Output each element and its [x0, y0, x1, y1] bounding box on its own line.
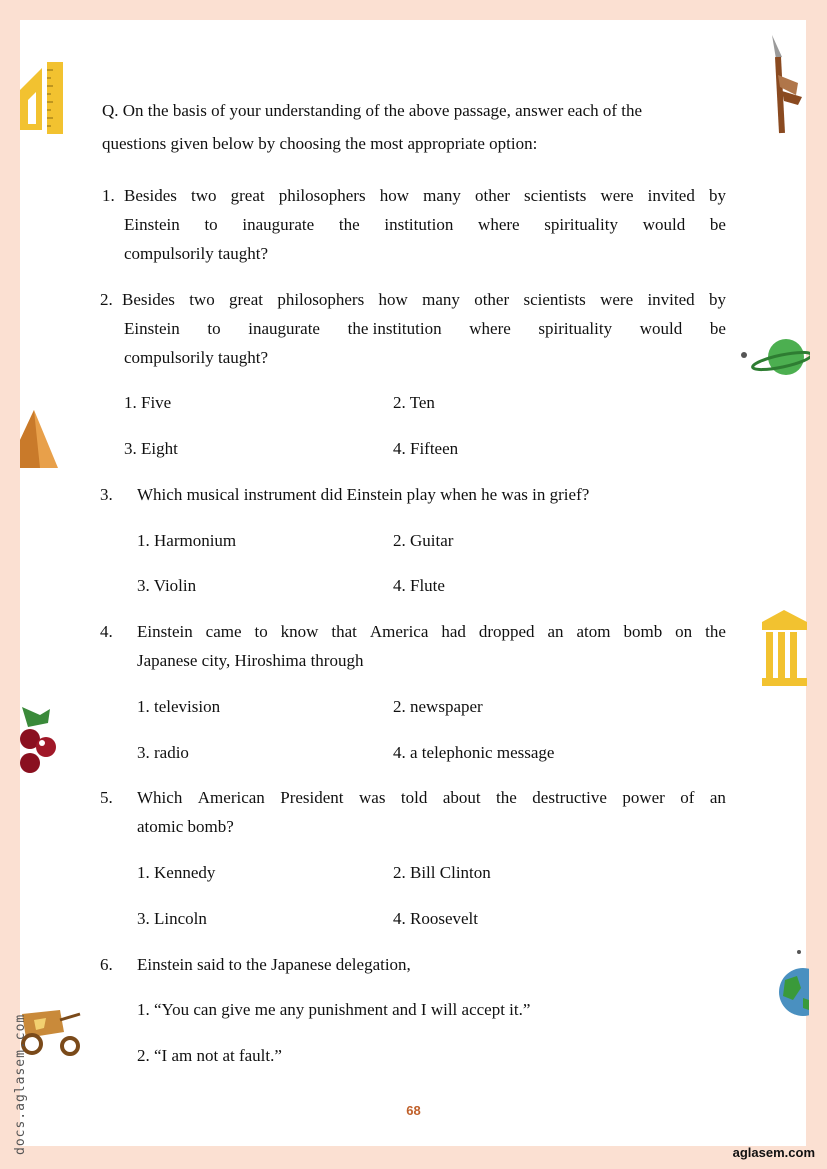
q1-word: Einstein: [124, 215, 180, 234]
q1-word: be: [709, 215, 726, 234]
q5-word: American: [197, 788, 265, 807]
q4-word: an: [547, 622, 564, 641]
globe-icon: [775, 948, 809, 1020]
q5-option-3[interactable]: 3. Lincoln: [137, 909, 207, 928]
q1-word: scientists: [524, 186, 587, 205]
q2-word: be: [709, 319, 726, 338]
q1-word: philosophers: [278, 186, 366, 205]
q6-number: 6.: [100, 955, 113, 974]
q2-word: other: [474, 290, 510, 309]
q4-option-2[interactable]: 2. newspaper: [393, 697, 483, 716]
q5-word: the: [496, 788, 517, 807]
q1-word: how: [379, 186, 409, 205]
q4-line-1: [137, 622, 726, 642]
planet-icon: [738, 335, 810, 383]
q4-line-2: Japanese city, Hiroshima through: [137, 651, 364, 670]
q4-word: atom: [576, 622, 611, 641]
q4-word: bomb: [623, 622, 663, 641]
q1-word: many: [423, 186, 461, 205]
q2-option-1[interactable]: 1. Five: [124, 393, 172, 412]
q2-word: to: [207, 319, 221, 338]
q4-word: America: [369, 622, 429, 641]
q5-word: was: [359, 788, 386, 807]
q5-word: told: [400, 788, 428, 807]
q2-line-3: compulsorily taught?: [124, 348, 269, 367]
q2-word: scientists: [523, 290, 586, 309]
q2-word: great: [229, 290, 263, 309]
q1-word: two: [191, 186, 217, 205]
q5-option-1[interactable]: 1. Kennedy: [137, 863, 216, 882]
q3-option-2[interactable]: 2. Guitar: [393, 531, 454, 550]
q5-number: 5.: [100, 788, 113, 807]
q2-word: by: [708, 290, 726, 309]
q1-line-1: [124, 186, 726, 206]
pillar-icon: [760, 608, 807, 686]
q2-option-2[interactable]: 2. Ten: [393, 393, 435, 412]
q3-number: 3.: [100, 485, 113, 504]
q5-line-1: [137, 788, 726, 808]
q4-option-3[interactable]: 3. radio: [137, 743, 189, 762]
q1-word: where: [478, 215, 520, 234]
q6-option-1[interactable]: 1. “You can give me any punishment and I will accept it.”: [137, 1000, 531, 1019]
q2-word: philosophers: [277, 290, 365, 309]
q3-option-1[interactable]: 1. Harmonium: [137, 531, 237, 550]
q3-text: Which musical instrument did Einstein play when he was in grief?: [137, 485, 590, 504]
q4-word: that: [331, 622, 357, 641]
q1-word: by: [708, 186, 726, 205]
q1-word: spirituality: [544, 215, 618, 234]
q2-word: would: [639, 319, 683, 338]
q5-word: destructive: [532, 788, 607, 807]
q1-line-3: compulsorily taught?: [124, 244, 269, 263]
q4-word: the: [705, 622, 726, 641]
q2-word: many: [422, 290, 460, 309]
q1-word: great: [230, 186, 265, 205]
q4-word: know: [280, 622, 319, 641]
q6-text: Einstein said to the Japanese delegation,: [137, 955, 411, 974]
spear-icon: [768, 35, 808, 135]
q1-word: institution: [384, 215, 454, 234]
q1-word: other: [474, 186, 510, 205]
q1-word: were: [600, 186, 634, 205]
q4-number: 4.: [100, 622, 113, 641]
q4-word: to: [254, 622, 268, 641]
q2-line-1: [122, 290, 726, 310]
q1-line-2: [124, 215, 726, 235]
intro-line-1: Q. On the basis of your understanding of the above passage, answer each of the: [102, 101, 643, 120]
q3-option-3[interactable]: 3. Violin: [137, 576, 197, 595]
q5-word: an: [709, 788, 726, 807]
q4-word: dropped: [478, 622, 535, 641]
q5-option-2[interactable]: 2. Bill Clinton: [393, 863, 491, 882]
intro-line-2: questions given below by choosing the most appropriate option:: [102, 134, 538, 153]
ruler-icon: [20, 60, 68, 135]
q2-line-2: [124, 319, 726, 339]
pyramid-icon: [20, 410, 60, 470]
q5-word: Which: [137, 788, 183, 807]
q2-number: 2.: [100, 290, 113, 309]
q2-word: where: [469, 319, 511, 338]
q4-word: came: [205, 622, 242, 641]
q2-word: Einstein: [124, 319, 180, 338]
q2-word: inaugurate: [248, 319, 320, 338]
q5-word: about: [442, 788, 481, 807]
q5-line-2: atomic bomb?: [137, 817, 234, 836]
q2-option-4[interactable]: 4. Fifteen: [393, 439, 459, 458]
q1-word: the: [338, 215, 360, 234]
q5-word: power: [622, 788, 665, 807]
q5-word: President: [280, 788, 344, 807]
q1-word: Besides: [124, 186, 177, 205]
site-label: aglasem.com: [732, 1145, 815, 1160]
q5-option-4[interactable]: 4. Roosevelt: [393, 909, 478, 928]
q4-word: Einstein: [137, 622, 193, 641]
q2-word: the institution: [347, 319, 442, 338]
side-watermark: docs.aglasem.com: [13, 1013, 28, 1155]
q1-word: invited: [647, 186, 695, 205]
q2-word: were: [600, 290, 634, 309]
q2-word: how: [378, 290, 408, 309]
q3-option-4[interactable]: 4. Flute: [393, 576, 445, 595]
q2-word: invited: [647, 290, 695, 309]
q1-word: would: [642, 215, 686, 234]
q2-word: two: [189, 290, 215, 309]
q2-word: spirituality: [538, 319, 613, 338]
q4-option-4[interactable]: 4. a telephonic message: [393, 743, 555, 762]
q1-word: inaugurate: [242, 215, 315, 234]
q4-option-1[interactable]: 1. television: [137, 697, 221, 716]
q1-word: to: [204, 215, 218, 234]
q5-word: of: [680, 788, 695, 807]
q2-word: Besides: [122, 290, 175, 309]
q4-word: had: [441, 622, 466, 641]
grapes-icon: [20, 705, 60, 777]
q4-word: on: [675, 622, 693, 641]
q2-option-3[interactable]: 3. Eight: [124, 439, 178, 458]
page-number: 68: [406, 1103, 421, 1118]
q6-option-2[interactable]: 2. “I am not at fault.”: [137, 1046, 282, 1065]
cart-icon: [20, 1002, 84, 1058]
q1-number: 1.: [102, 186, 115, 205]
